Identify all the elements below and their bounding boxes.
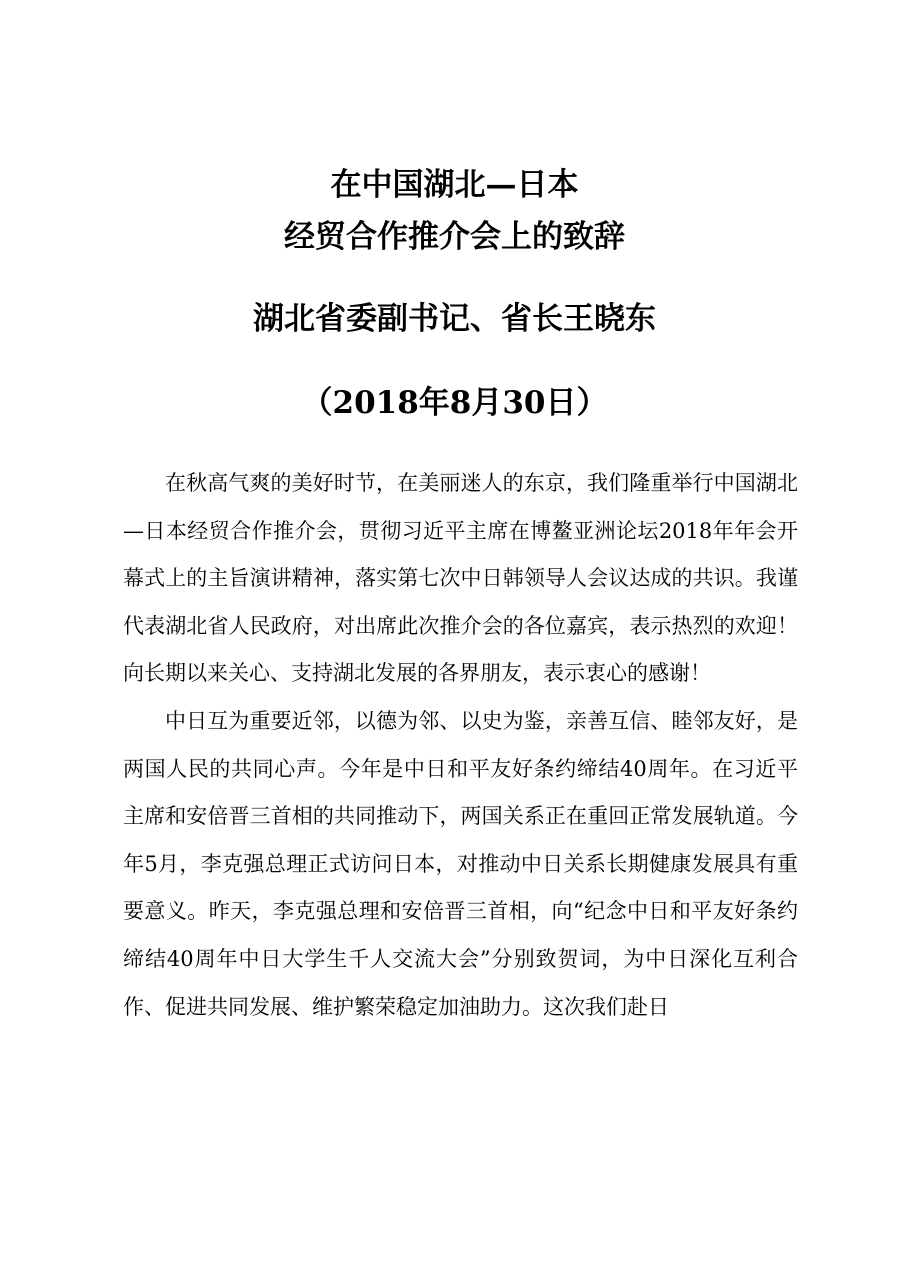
title-line-2: 经贸合作推介会上的致辞 bbox=[284, 219, 625, 255]
date-line: （2018年8月30日） bbox=[301, 385, 608, 421]
paragraph: 中日互为重要近邻，以德为邻、以史为鉴，亲善互信、睦邻友好，是两国人民的共同心声。今年是中日和平友好条约缔结40周年。在习近平主席和安倍晋三首相的共同推动下，两国关系正在重回正常发展轨道。今年5月，李克强总理正式访问日本，对推动中日关系长期健康发展具有重要意义。昨天，李克强总理和安倍晋三首相，向“纪念中日和平友好条约缔结40周年中日大学生千人交流大会”分别致贺词，为中日深化互利合作、促进共同发展、维护繁荣稳定加油助力。这次我们赴日 bbox=[123, 708, 798, 1019]
paragraph: 在秋高气爽的美好时节，在美丽迷人的东京，我们隆重举行中国湖北—日本经贸合作推介会，贯彻习近平主席在博鳌亚洲论坛2018年年会开幕式上的主旨演讲精神，落实第七次中日韩领导人会议达成的共识。我谨代表湖北省人民政府，对出席此次推介会的各位嘉宾，表示热烈的欢迎！向长期以来关心、支持湖北发展的各界朋友，表示衷心的感谢！ bbox=[123, 471, 798, 686]
speaker-line: 湖北省委副书记、省长王晓东 bbox=[253, 301, 656, 337]
title-line-1: 在中国湖北—日本 bbox=[330, 167, 579, 203]
speech-body bbox=[123, 460, 798, 1031]
